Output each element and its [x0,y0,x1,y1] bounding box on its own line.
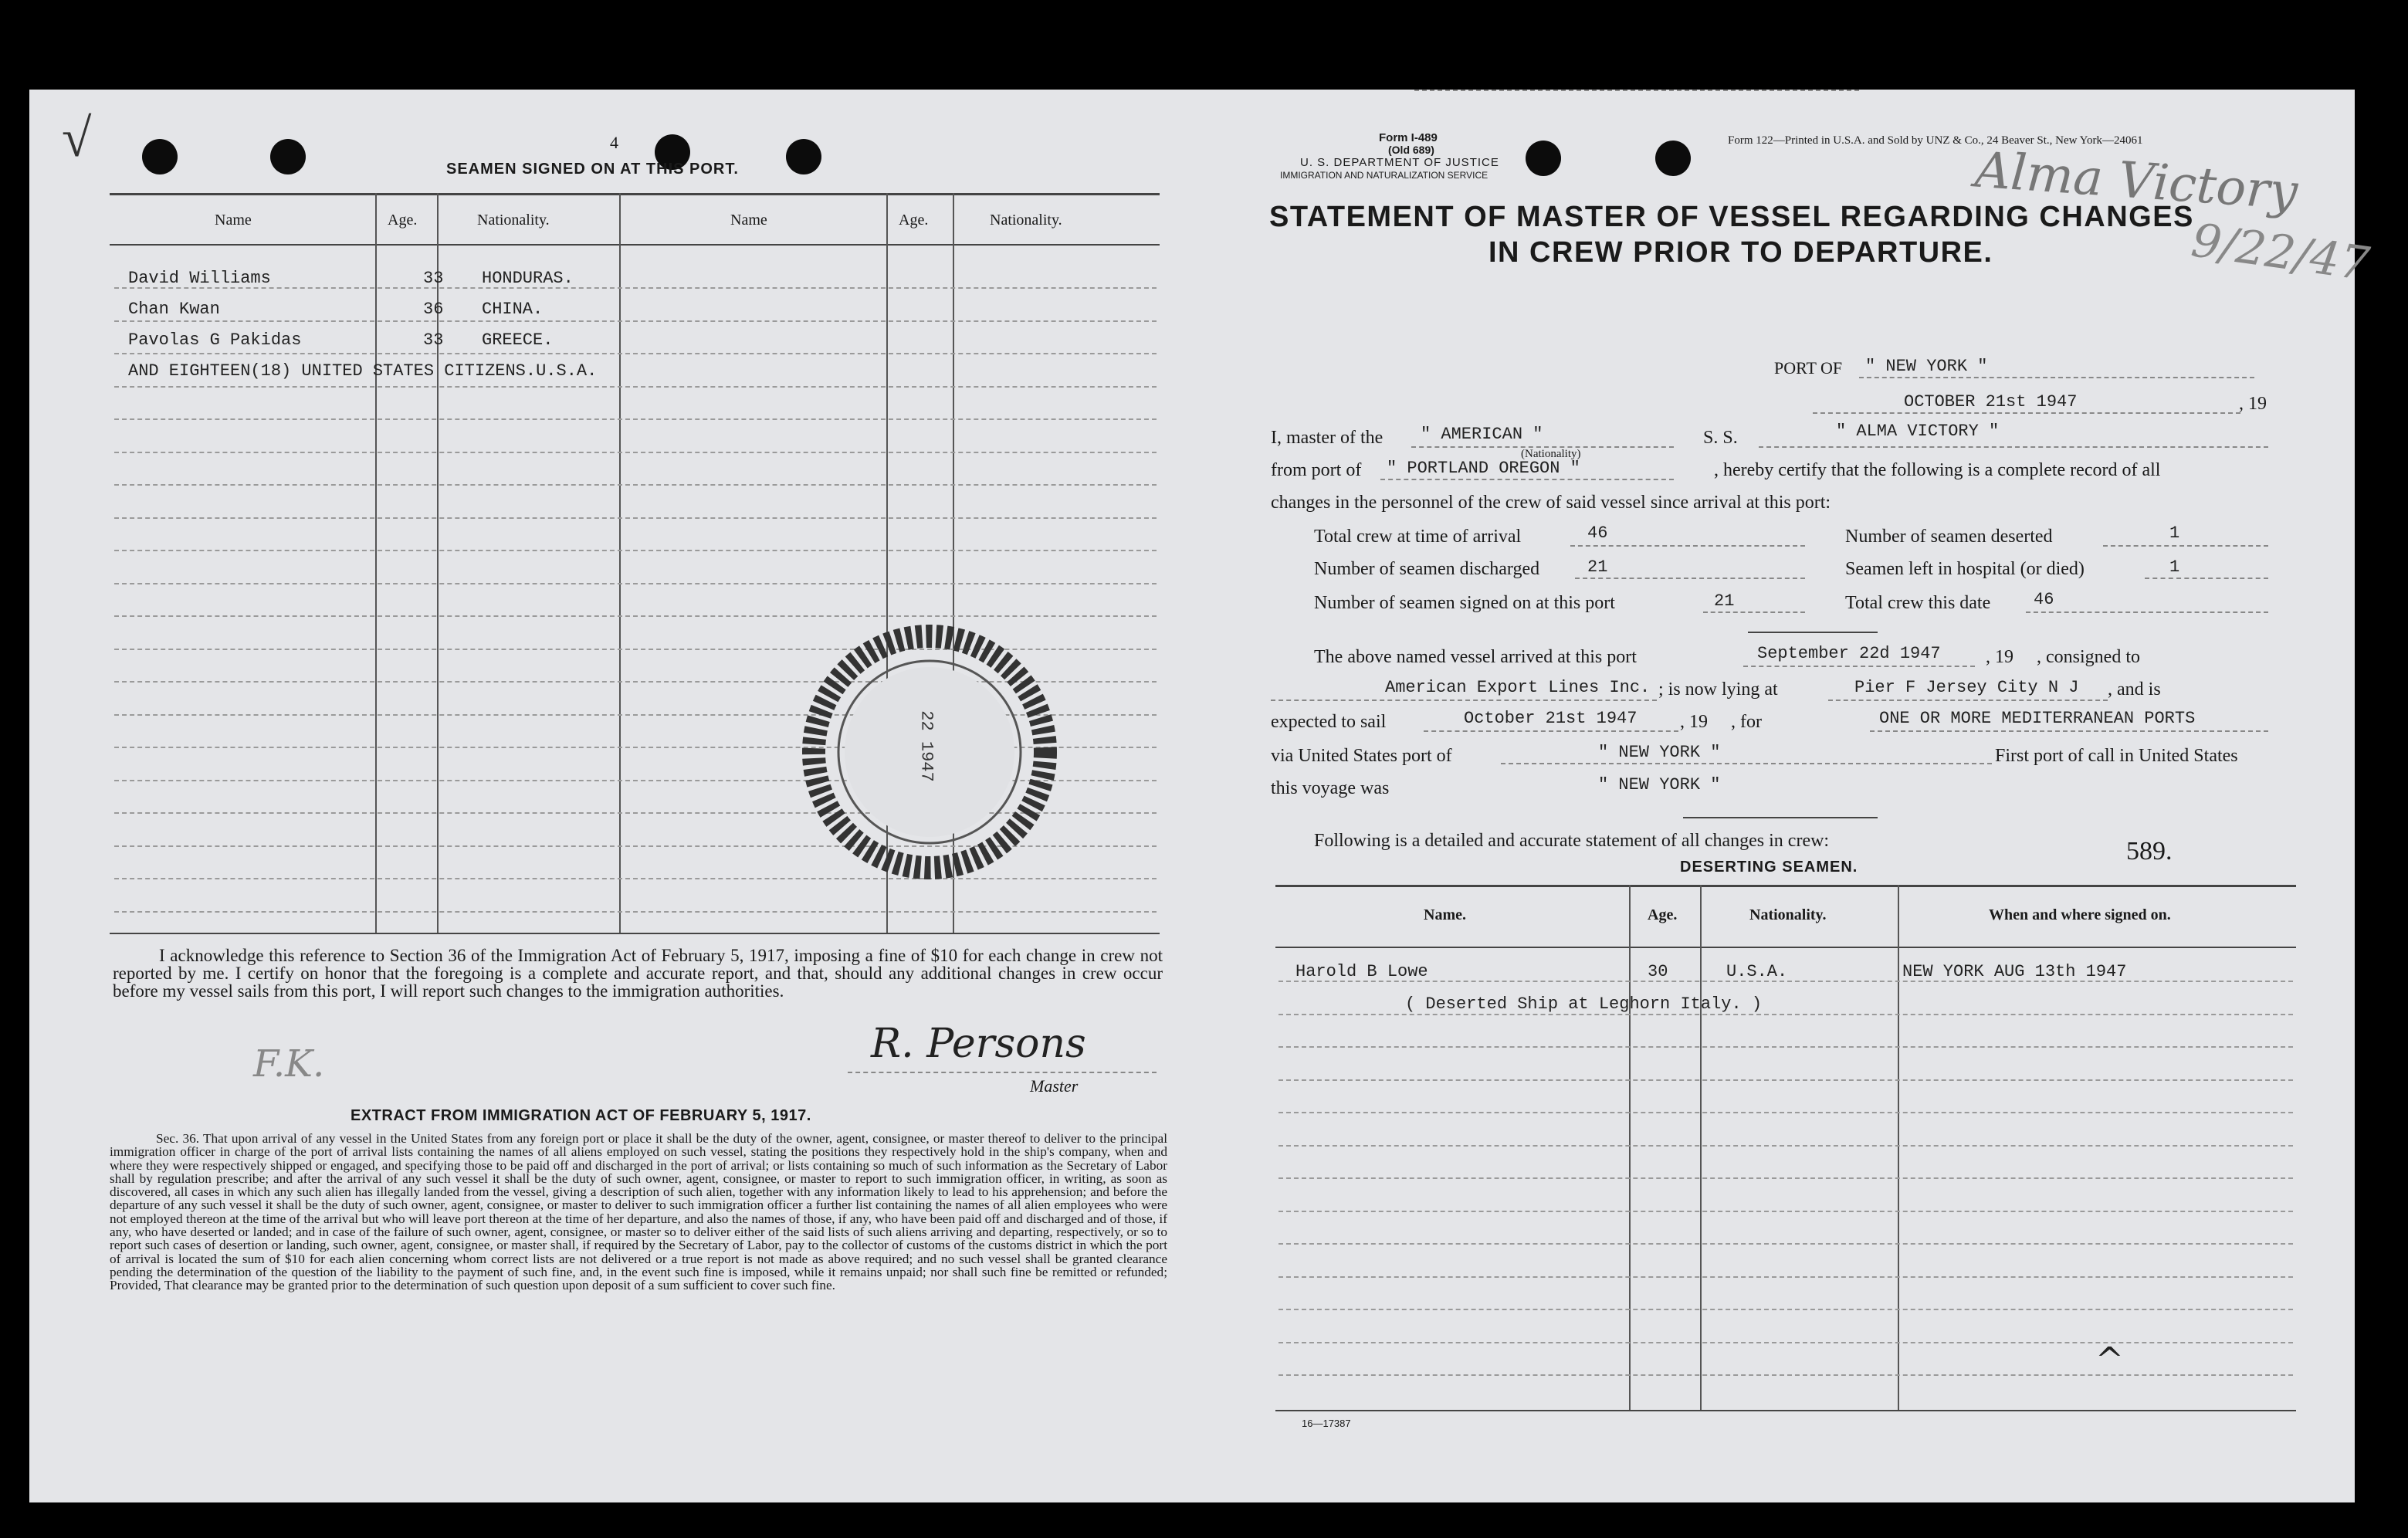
form-number: Form I-489 [1379,131,1438,144]
extract-title: EXTRACT FROM IMMIGRATION ACT OF FEBRUARY 5, 1917. [351,1107,811,1124]
via-label: via United States port of [1271,746,1452,766]
col-header-signed-on: When and where signed on. [1989,906,2171,923]
seaman-age: 33 [423,330,444,350]
col-header-name: Name [730,212,767,229]
following-text: Following is a detailed and accurate statement of all changes in crew: [1314,831,1830,851]
changes-text: changes in the personnel of the crew of said vessel since arrival at this port: [1271,493,1831,513]
table-row [128,330,1132,354]
seaman-age: 36 [423,300,444,319]
signed-on-value: 21 [1714,591,1735,611]
punch-hole [1655,141,1691,176]
col-header-nationality: Nationality. [477,212,550,229]
punch-hole [786,139,821,174]
table-row [128,269,1132,292]
page-number: 4 [610,133,618,152]
printer-line: Form 122—Printed in U.S.A. and Sold by UNZ & Co., 24 Beaver St., New York—24061 [1728,134,2143,147]
seaman-name: Chan Kwan [128,300,220,319]
col-header-nationality: Nationality. [1749,906,1827,923]
ruled-line [1279,1276,2293,1278]
deserted-value: 1 [2169,523,2180,543]
fill-line [1570,545,1805,547]
ruled-line [1279,1309,2293,1310]
from-port-value: " PORTLAND OREGON " [1387,459,1580,478]
seaman-name: David Williams [128,269,271,288]
seaman-nationality: HONDURAS. [482,269,574,288]
immigration-stamp [798,621,1061,883]
certify-text: , hereby certify that the following is a complete record of all [1714,460,2161,480]
ruled-line [1279,1211,2293,1212]
acknowledgement-text: I acknowledge this reference to Section 36 of the Immigration Act of February 5, 1917, imposing a fine of $10 for each change in crew not reported by me. I certify on honor that the foregoing is a complete and accurate report, and that, should any additional changes in crew occur before my vessel sails from this port, I will report such changes to the immigration authorities. [113,946,1163,1001]
lying-value: Pier F Jersey City N J [1854,678,2079,697]
fill-line [2026,611,2268,613]
handwritten-date: 9/22/47 [2188,213,2373,292]
signature: R. Persons [871,1021,1086,1067]
seaman-age: 33 [423,269,444,288]
ship-value: " ALMA VICTORY " [1836,422,2000,441]
expected-label: expected to sail [1271,712,1387,732]
fill-line [1828,700,2108,701]
nationality-caption: (Nationality) [1521,448,1581,460]
fill-line [1380,479,1674,480]
table-top-rule [110,193,1160,195]
ruled-line [114,452,1157,453]
fill-line [1743,666,1975,667]
ruled-line [114,484,1157,486]
hospital-value: 1 [2169,557,2180,577]
ss-label: S. S. [1703,428,1738,448]
expected-value: October 21st 1947 [1464,709,1638,728]
master-label: Master [1030,1076,1079,1096]
form-old-number: (Old 689) [1388,144,1434,156]
deserter-note: ( Deserted Ship at Leghorn Italy. ) [1405,994,1763,1014]
fill-line [1271,700,1657,701]
table-header-rule [110,244,1160,246]
port-of-label: PORT OF [1774,358,1843,378]
ruled-line [1279,1112,2293,1113]
voyage-label: this voyage was [1271,778,1390,798]
deserting-title: DESERTING SEAMEN. [1680,859,1858,876]
citizens-line: AND EIGHTEEN(18) UNITED STATES CITIZENS.U.S.A. [128,361,598,381]
fill-line [1859,377,2254,378]
consignee-value: American Export Lines Inc. [1385,678,1651,697]
caret-mark: ^ [2095,1340,2124,1380]
handwritten-ship-name: Alma Victory [1973,141,2300,222]
stamp-date: 22 1947 [916,710,936,782]
arrived-label: The above named vessel arrived at this port [1314,647,1637,667]
total-arrival-label: Total crew at time of arrival [1314,527,1522,547]
ruled-line [114,583,1157,584]
document-number: 589. [2126,837,2173,866]
arrived-value: September 22d 1947 [1757,644,1941,663]
form-title-line-1: STATEMENT OF MASTER OF VESSEL REGARDING CHANGES [1269,201,2194,233]
discharged-value: 21 [1587,557,1608,577]
first-port-label: First port of call in United States [1995,746,2238,766]
ruled-line [1279,1342,2293,1343]
document-page [29,90,2373,1502]
ruled-line [1279,1046,2293,1048]
ruled-line [114,418,1157,420]
table-top-rule [1275,885,2296,887]
from-port-label: from port of [1271,460,1362,480]
deserter-age: 30 [1648,962,1668,981]
deserter-signed-on: NEW YORK AUG 13th 1947 [1902,962,2127,981]
check-mark: √ [62,109,92,168]
left-title: SEAMEN SIGNED ON AT THIS PORT. [446,161,739,178]
fill-line [2145,578,2268,579]
total-arrival-value: 46 [1587,523,1608,543]
ruled-line [114,517,1157,519]
fill-line [1870,730,2268,732]
total-date-label: Total crew this date [1845,593,1991,613]
service-name: IMMIGRATION AND NATURALIZATION SERVICE [1280,170,1488,181]
for-value: ONE OR MORE MEDITERRANEAN PORTS [1879,709,2196,728]
fill-line [1414,90,1859,91]
consigned-label: , 19 , consigned to [1986,647,2140,667]
ruled-line [1279,1177,2293,1179]
nationality-value: " AMERICAN " [1421,425,1543,444]
extract-body: Sec. 36. That upon arrival of any vessel in the United States from any foreign port or place it shall be the duty of the owner, agent, consignee, or master thereof to deliver to the principal immigration officer in charge of the port of arrival lists containing the names of all aliens employed on such vessel, stating the positions they respectively hold in the ship's company, when and where they were respectively shipped or engaged, and specifying those to be paid off and discharged in the port of arrival; or lists containing so much of such information as the Secretary of Labor shall by regulation prescribe; and after the arrival of any such vessel it shall be the duty of such owner, agent, consignee, or master to report to such immigration officer, in writing, as soon as discovered, all cases in which any such alien has illegally landed from the vessel, giving a description of such alien, together with any information likely to lead to his apprehension; and before the departure of any such vessel it shall be the duty of such owner, agent, consignee, or master to deliver to such immigration officer a further list containing the names of all alien employees who were not employed thereon at the time of the arrival but who will leave port thereon at the time of her departure, and also the names of those, if any, who have been paid off and discharged and of those, if any, who have deserted or landed; and in case of the failure of such owner, agent, consignee, or master so to deliver either of the said lists of such aliens arriving and departing, respectively, or so to report such cases of desertion or landing, such owner, agent, consignee, or master shall, if required by the Secretary of Labor, pay to the collector of customs of the customs district in which the port of arrival is located the sum of $10 for each alien concerning whom correct lists are not delivered or a true report is not made as above required; and no such vessel shall be granted clearance pending the determination of the question of the liability to the payment of such fine, and, in the event such fine is imposed, while it remains unpaid; nor shall such fine be remitted or refunded; Provided, That clearance may be granted prior to the determination of such question upon deposit of a sum sufficient to cover such fine. [110,1131,1167,1293]
col-header-name: Name [215,212,252,229]
signature-line [848,1072,1157,1073]
col-header-age: Age. [388,212,418,229]
ruled-line [1279,1145,2293,1147]
table-row [1295,962,2284,985]
ruled-line [114,615,1157,617]
fill-line [1813,412,2240,414]
total-date-value: 46 [2034,590,2054,609]
voyage-value: " NEW YORK " [1598,775,1721,794]
initials: F.K. [253,1042,325,1086]
fill-line [1501,763,1992,764]
fill-line [1424,730,1678,732]
table-bottom-rule [110,933,1160,934]
year-suffix: , 19 [2239,394,2267,414]
deserted-label: Number of seamen deserted [1845,527,2053,547]
section-rule [1683,817,1878,818]
for-label: , 19 , for [1680,712,1762,732]
signed-on-label: Number of seamen signed on at this port [1314,593,1615,613]
seaman-nationality: GREECE. [482,330,554,350]
fill-line [1703,611,1805,613]
hospital-label: Seamen left in hospital (or died) [1845,559,2085,579]
date-value: OCTOBER 21st 1947 [1904,392,2078,412]
lying-label: ; is now lying at [1658,679,1778,700]
fill-line [2103,545,2268,547]
department-name: U. S. DEPARTMENT OF JUSTICE [1300,156,1499,169]
port-of-value: " NEW YORK " [1865,357,1988,376]
fill-line [1759,446,2268,448]
col-header-name: Name. [1424,906,1466,923]
form-title-line-2: IN CREW PRIOR TO DEPARTURE. [1488,236,1993,269]
ruled-line [114,911,1157,913]
punch-hole [1526,141,1561,176]
footer-code: 16—17387 [1302,1418,1351,1429]
table-row [128,300,1132,323]
seaman-nationality: CHINA. [482,300,544,319]
ruled-line [114,386,1157,388]
ruled-line [1279,1243,2293,1245]
master-of-label: I, master of the [1271,428,1383,448]
ruled-line [114,550,1157,551]
col-header-nationality: Nationality. [990,212,1062,229]
ruled-line [1279,1079,2293,1081]
seaman-name: Pavolas G Pakidas [128,330,302,350]
ruled-line [1279,1374,2293,1376]
punch-hole [142,139,178,174]
table-header-rule [1275,947,2296,948]
discharged-label: Number of seamen discharged [1314,559,1540,579]
and-is-label: , and is [2108,679,2161,700]
total-rule [1748,632,1878,633]
col-header-age: Age. [899,212,929,229]
deserter-name: Harold B Lowe [1295,962,1428,981]
table-bottom-rule [1275,1410,2296,1411]
via-value: " NEW YORK " [1598,743,1721,762]
fill-line [1575,578,1805,579]
punch-hole [270,139,306,174]
deserter-nationality: U.S.A. [1726,962,1788,981]
col-header-age: Age. [1648,906,1678,923]
